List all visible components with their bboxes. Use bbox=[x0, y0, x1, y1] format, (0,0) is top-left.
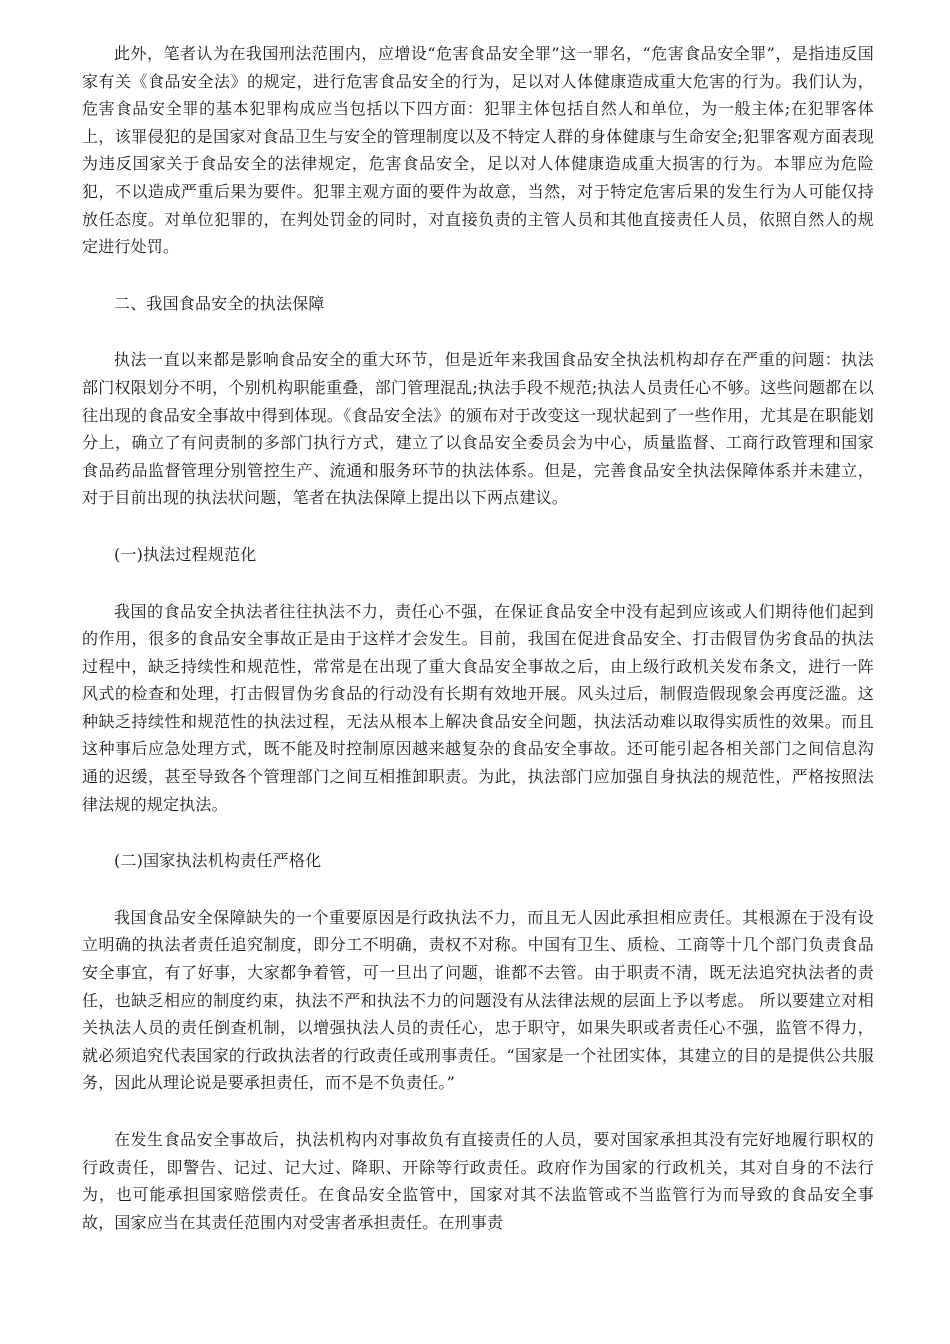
paragraph-criminal-law: 此外，笔者认为在我国刑法范围内，应增设“危害食品安全罪”这一罪名，“危害食品安全罪”，是指违反国家有关《食品安全法》的规定，进行危害食品安全的行为，足以对人体健康造成重大危害的行为。我们认为，危害食品安全罪的基本犯罪构成应当包括以下四方面：犯罪主体包括自然人和单位，为一般主体;在犯罪客体上，该罪侵犯的是国家对食品卫生与安全的管理制度以及不特定人群的身体健康与生命安全;犯罪客观方面表现为违反国家关于食品安全的法律规定，危害食品安全，足以对人体健康造成重大损害的行为。本罪应为危险犯，不以造成严重后果为要件。犯罪主观方面的要件为故意，当然，对于特定危害后果的发生行为人可能仅持放任态度。对单位犯罪的，在判处罚金的同时，对直接负责的主管人员和其他直接责任人员，依照自然人的规定进行处罚。 bbox=[82, 44, 874, 257]
document-page bbox=[82, 40, 874, 1236]
paragraph-responsibility: 我国食品安全保障缺失的一个重要原因是行政执法不力，而且无人因此承担相应责任。其根源在于没有设立明确的执法者责任追究制度，即分工不明确，责权不对称。中国有卫生、质检、工商等十几个部门负责食品安全事宜，有了好事，大家都争着管，可一旦出了问题，谁都不去管。由于职责不清，既无法追究执法者的责任，也缺乏相应的制度约束，执法不严和执法不力的问题没有从法律法规的层面上予以考虑。 所以要建立对相关执法人员的责任倒查机制，以增强执法人员的责任心，忠于职守，如果失职或者责任心不强，监管不得力，就必须追究代表国家的行政执法者的行政责任或刑事责任。“国家是一个社团实体，其建立的目的是提供公共服务，因此从理论说是要承担责任，而不是不负责任。” bbox=[82, 907, 874, 1093]
paragraph-liability: 在发生食品安全事故后，执法机构内对事故负有直接责任的人员，要对国家承担其没有完好地履行职权的行政责任，即警告、记过、记大过、降职、开除等行政责任。政府作为国家的行政机关，其对自身的不法行为，也可能承担国家赔偿责任。在食品安全监管中，国家对其不法监管或不当监管行为而导致的食品安全事故，国家应当在其责任范围内对受害者承担责任。在刑事责 bbox=[82, 1130, 874, 1232]
subsection-heading-responsibility: (二)国家执法机构责任严格化 bbox=[114, 851, 322, 871]
paragraph-process-standardization: 我国的食品安全执法者往往执法不力，责任心不强，在保证食品安全中没有起到应该或人们期待他们起到的作用，很多的食品安全事故正是由于这样才会发生。目前，我国在促进食品安全、打击假冒伪劣食品的执法过程中，缺乏持续性和规范性，常常是在出现了重大食品安全事故之后，由上级行政机关发布条文，进行一阵风式的检查和处理，打击假冒伪劣食品的行动没有长期有效地开展。风头过后，制假造假现象会再度泛滥。这种缺乏持续性和规范性的执法过程，无法从根本上解决食品安全问题，执法活动难以取得实质性的效果。而且这种事后应急处理方式，既不能及时控制原因越来越复杂的食品安全事故。还可能引起各相关部门之间信息沟通的迟缓，甚至导致各个管理部门之间互相推卸职责。为此，执法部门应加强自身执法的规范性，严格按照法律法规的规定执法。 bbox=[82, 601, 874, 814]
section-heading-enforcement: 二、我国食品安全的执法保障 bbox=[114, 293, 325, 313]
subsection-heading-process: (一)执法过程规范化 bbox=[114, 544, 257, 564]
paragraph-enforcement-intro: 执法一直以来都是影响食品安全的重大环节，但是近年来我国食品安全执法机构却存在严重的问题：执法部门权限划分不明，个别机构职能重叠，部门管理混乱;执法手段不规范;执法人员责任心不够。这些问题都在以往出现的食品安全事故中得到体现。《食品安全法》的颁布对于改变这一现状起到了一些作用，尤其是在职能划分上，确立了有问责制的多部门执行方式，建立了以食品安全委员会为中心，质量监督、工商行政管理和国家食品药品监督管理分别管控生产、流通和服务环节的执法体系。但是，完善食品安全执法保障体系并未建立，对于目前出现的执法状问题，笔者在执法保障上提出以下两点建议。 bbox=[82, 350, 874, 508]
